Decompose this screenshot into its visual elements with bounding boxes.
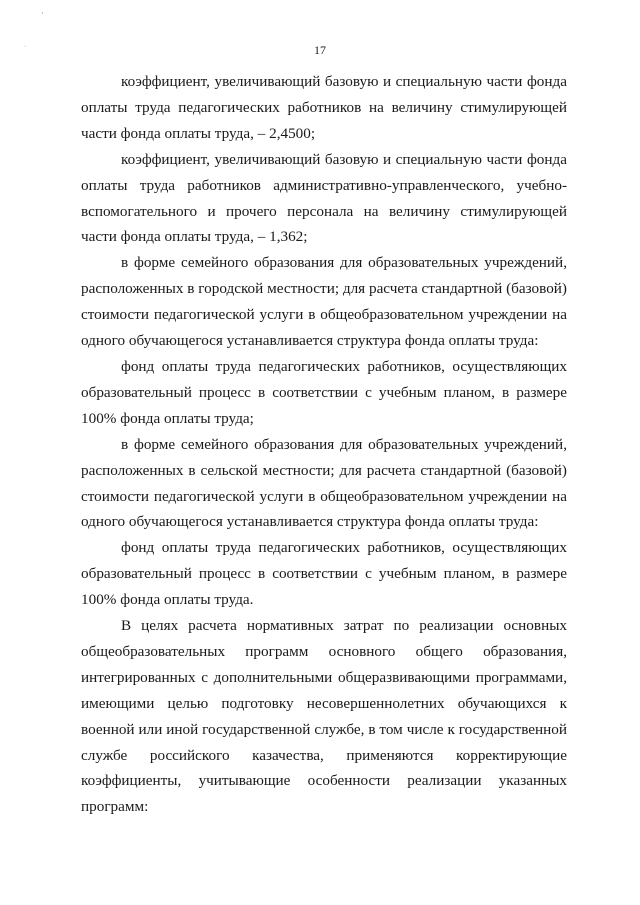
- paragraph: В целях расчета нормативных затрат по реализации основных общеобразовательных программ основного общего образования, интегрированных с дополнительными общеразвивающими программами, имеющими целью подготовку несовершеннолетних обучающихся к военной или иной государственной службе, в том числе к государственной службе российского казачества, применяются корректирующие коэффициенты, учитывающие особенности реализации указанных программ:: [81, 617, 567, 816]
- page-number: 17: [314, 43, 326, 57]
- document-body: [81, 69, 567, 820]
- paragraph: в форме семейного образования для образовательных учреждений, расположенных в сельской местности; для расчета стандартной (базовой) стоимости педагогической услуги в общеобразовательном учреждении на одного обучающегося устанавливается структура фонда оплаты труда:: [81, 435, 567, 531]
- paragraph: фонд оплаты труда педагогических работников, осуществляющих образовательный процесс в соответствии с учебным планом, в размере 100% фонда оплаты труда.: [81, 539, 567, 609]
- scan-artifact-mark: ·: [24, 44, 26, 50]
- scan-artifact-mark: ·: [41, 9, 44, 18]
- paragraph: коэффициент, увеличивающий базовую и специальную части фонда оплаты труда педагогических работников на величину стимулирующей части фонда оплаты труда, – 2,4500;: [81, 73, 567, 142]
- paragraph: в форме семейного образования для образовательных учреждений, расположенных в городской местности; для расчета стандартной (базовой) стоимости педагогической услуги в общеобразовательном учреждении на одного обучающегося устанавливается структура фонда оплаты труда:: [81, 254, 567, 350]
- paragraph: фонд оплаты труда педагогических работников, осуществляющих образовательный процесс в соответствии с учебным планом, в размере 100% фонда оплаты труда;: [81, 357, 567, 427]
- paragraph: коэффициент, увеличивающий базовую и специальную части фонда оплаты труда работников административно-управленческого, учебно-вспомогательного и прочего персонала на величину стимулирующей части фонда оплаты труда, – 1,362;: [81, 150, 567, 246]
